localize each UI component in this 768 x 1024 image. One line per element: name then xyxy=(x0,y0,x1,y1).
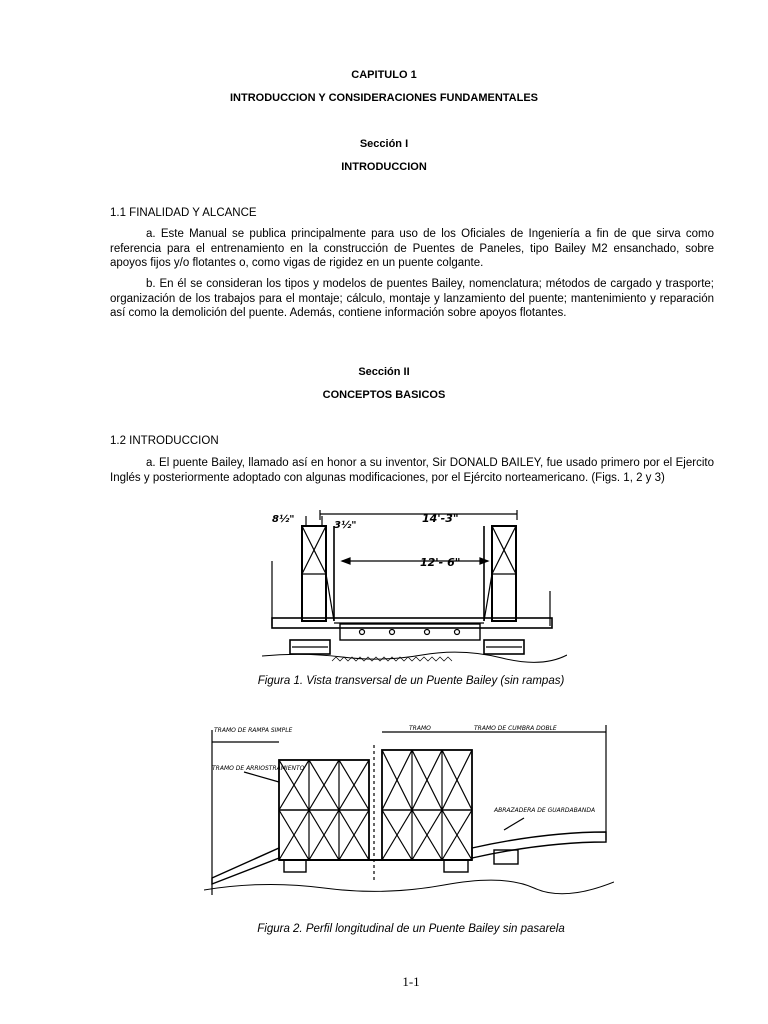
figure-2-note-guard: ABRAZADERA DE GUARDABANDA xyxy=(494,807,596,814)
paragraph-1-1-a xyxy=(110,227,714,271)
figure-2-note-ramp: TRAMO DE RAMPA SIMPLE xyxy=(214,727,293,734)
page-number: 1-1 xyxy=(402,974,420,989)
figure-2-note-frame: TRAMO DE ARRIOSTRAMIENTO xyxy=(212,765,305,772)
figure-2-caption: Figura 2. Perfil longitudinal de un Puente Bailey sin pasarela xyxy=(257,923,565,935)
figure-1-dim-left: 8½" xyxy=(272,514,295,525)
section-1-label: Sección I xyxy=(359,138,409,150)
heading-1-2: 1.2 INTRODUCCION xyxy=(110,435,219,447)
figure-1-dim-mid: 3½" xyxy=(334,520,357,531)
heading-1-1: 1.1 FINALIDAD Y ALCANCE xyxy=(110,207,257,219)
figure-2-note-span: TRAMO xyxy=(409,725,431,732)
paragraph-1-1-a-text: a. Este Manual se publica principalmente para uso de los Oficiales de Ingeniería a fin de que sirva como referencia para el entrenamiento en la construcción de Puentes de Paneles, tipo Bailey M2 ensanchado, sobre apoyos fijos y/o flotantes o, como vigas de rigidez en un puente colgante. xyxy=(110,228,714,270)
figure-1-dim-inner: 12'- 6" xyxy=(420,556,461,569)
figure-1-dim-top: 14'-3" xyxy=(422,512,459,525)
paragraph-1-1-b xyxy=(110,277,714,321)
paragraph-1-2-a xyxy=(110,456,714,485)
chapter-number: CAPITULO 1 xyxy=(351,69,417,81)
paragraph-1-1-b-text: b. En él se consideran los tipos y modelos de puentes Bailey, nomenclatura; métodos de cargado y trasporte; organización de los trabajos para el montaje; cálculo, montaje y lanzamiento del puente; mantenimiento y reparación así como la demolición del puente. Además, contiene información sobre apoyos flotantes. xyxy=(110,278,714,320)
section-2-title: CONCEPTOS BASICOS xyxy=(322,389,446,401)
paragraph-1-2-a-text: a. El puente Bailey, llamado así en honor a su inventor, Sir DONALD BAILEY, fue usado primero por el Ejercito Inglés y posteriormente adoptado con algunas modificaciones, por el Ejército norteamericano. (Figs. 1, 2 y 3) xyxy=(110,457,714,484)
chapter-title: INTRODUCCION Y CONSIDERACIONES FUNDAMENTALES xyxy=(229,92,539,104)
figure-2-drawing xyxy=(204,720,614,905)
figure-1-caption: Figura 1. Vista transversal de un Puente Bailey (sin rampas) xyxy=(257,675,565,687)
section-2-label: Sección II xyxy=(358,366,410,378)
figure-2-note-double: TRAMO DE CUMBRA DOBLE xyxy=(474,725,557,732)
figure-1-drawing xyxy=(262,506,567,666)
section-1-title: INTRODUCCION xyxy=(341,161,427,173)
